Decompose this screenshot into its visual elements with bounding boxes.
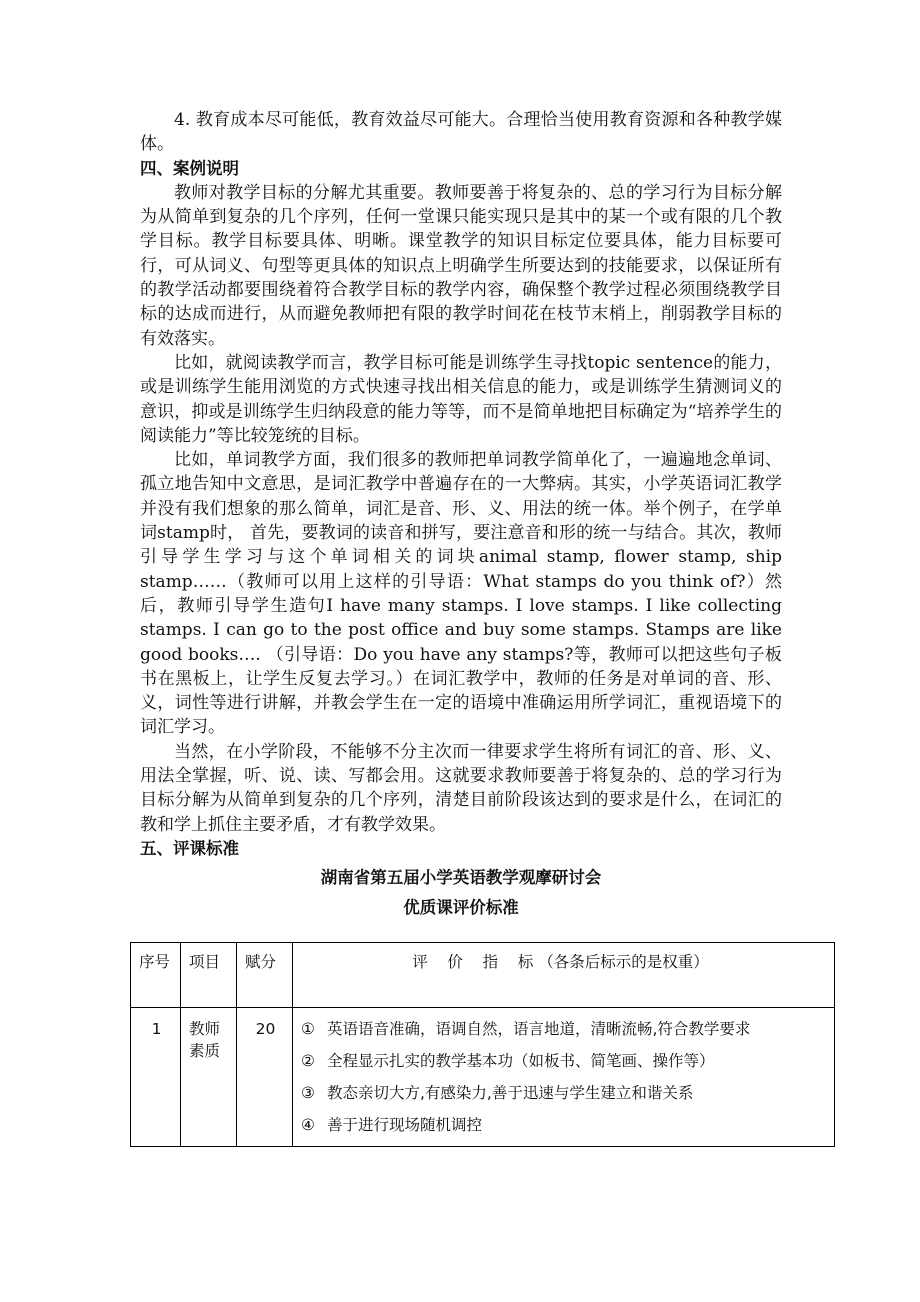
section-4-paragraph-4: 当然，在小学阶段，不能够不分主次而一律要求学生将所有词汇的音、形、义、用法全掌握，听、说、读、写都会用。这就要求教师要善于将复杂的、总的学习行为目标分解为从简单到复杂的几个序列，清楚目前阶段该达到的要求是什么，在词汇的教和学上抓住主要矛盾，才有教学效果。	[140, 741, 782, 835]
evaluation-title: 湖南省第五届小学英语教学观摩研讨会	[320, 868, 602, 888]
criteria-text: 善于进行现场随机调控	[327, 1116, 483, 1134]
table-row	[131, 1008, 835, 1147]
criteria-number: ④	[301, 1116, 315, 1134]
header-score: 赋分	[237, 943, 293, 1008]
section-4-heading: 四、案例说明	[140, 158, 239, 178]
header-item: 项目	[181, 943, 237, 1008]
criteria-list	[301, 1018, 828, 1137]
section-4-paragraph-2: 比如，就阅读教学而言，教学目标可能是训练学生寻找topic sentence的能力，或是训练学生能用浏览的方式快速寻找出相关信息的能力，或是训练学生猜测词义的意识，抑或是训练学生归纳段意的能力等等，而不是简单地把目标确定为“培养学生的阅读能力”等比较笼统的目标。	[140, 352, 782, 446]
criteria-item	[301, 1114, 828, 1137]
row-item: 教师素质	[181, 1008, 237, 1147]
criteria-text: 英语语音准确，语调自然，语言地道，清晰流畅,符合教学要求	[327, 1020, 751, 1038]
intro-item-4: 4. 教育成本尽可能低，教育效益尽可能大。合理恰当使用教育资源和各种教学媒体。	[140, 110, 782, 155]
header-criteria: 评 价 指 标 （各条后标示的是权重）	[293, 943, 835, 1008]
section-5-heading: 五、评课标准	[140, 838, 239, 858]
criteria-number: ③	[301, 1084, 315, 1102]
criteria-item	[301, 1018, 828, 1041]
section-4-paragraph-3: 比如，单词教学方面，我们很多的教师把单词教学简单化了，一遍遍地念单词、孤立地告知中文意思，是词汇教学中普遍存在的一大弊病。其实，小学英语词汇教学并没有我们想象的那么简单，词汇是音、形、义、用法的统一体。举个例子，在学单词stamp时， 首先，要教词的读音和拼写，要注意音和形的统一与结合。其次，教师引导学生学习与这个单词相关的词块animal stamp, flower stamp, ship stamp……（教师可以用上这样的引导语：What stamps do you think of?）然后，教师引导学生造句I have many stamps. I love stamps. I like collecting stamps. I can go to the post office and buy some stamps. Stamps are like good books…. （引导语：Do you have any stamps?等，教师可以把这些句子板书在黑板上，让学生反复去学习。）在词汇教学中，教师的任务是对单词的音、形、义，词性等进行讲解，并教会学生在一定的语境中准确运用所学词汇，重视语境下的词汇学习。	[140, 450, 782, 738]
row-seq: 1	[131, 1008, 181, 1147]
evaluation-subtitle: 优质课评价标准	[403, 898, 519, 918]
criteria-text: 教态亲切大方,有感染力,善于迅速与学生建立和谐关系	[327, 1084, 694, 1102]
criteria-number: ①	[301, 1020, 315, 1038]
criteria-text: 全程显示扎实的教学基本功（如板书、简笔画、操作等）	[327, 1052, 715, 1070]
criteria-item	[301, 1050, 828, 1073]
table-header-row	[131, 943, 835, 1008]
row-criteria	[293, 1008, 835, 1147]
row-score: 20	[237, 1008, 293, 1147]
criteria-number: ②	[301, 1052, 315, 1070]
document-body	[140, 108, 782, 924]
criteria-item	[301, 1082, 828, 1105]
evaluation-table	[130, 942, 835, 1147]
header-seq: 序号	[131, 943, 181, 1008]
section-4-paragraph-1: 教师对教学目标的分解尤其重要。教师要善于将复杂的、总的学习行为目标分解为从简单到复杂的几个序列，任何一堂课只能实现只是其中的某一个或有限的几个教学目标。教学目标要具体、明晰。课堂教学的知识目标定位要具体，能力目标要可行，可从词义、句型等更具体的知识点上明确学生所要达到的技能要求，以保证所有的教学活动都要围绕着符合教学目标的教学内容，确保整个教学过程必须围绕教学目标的达成而进行，从而避免教师把有限的教学时间花在枝节末梢上，削弱教学目标的有效落实。	[140, 182, 782, 349]
